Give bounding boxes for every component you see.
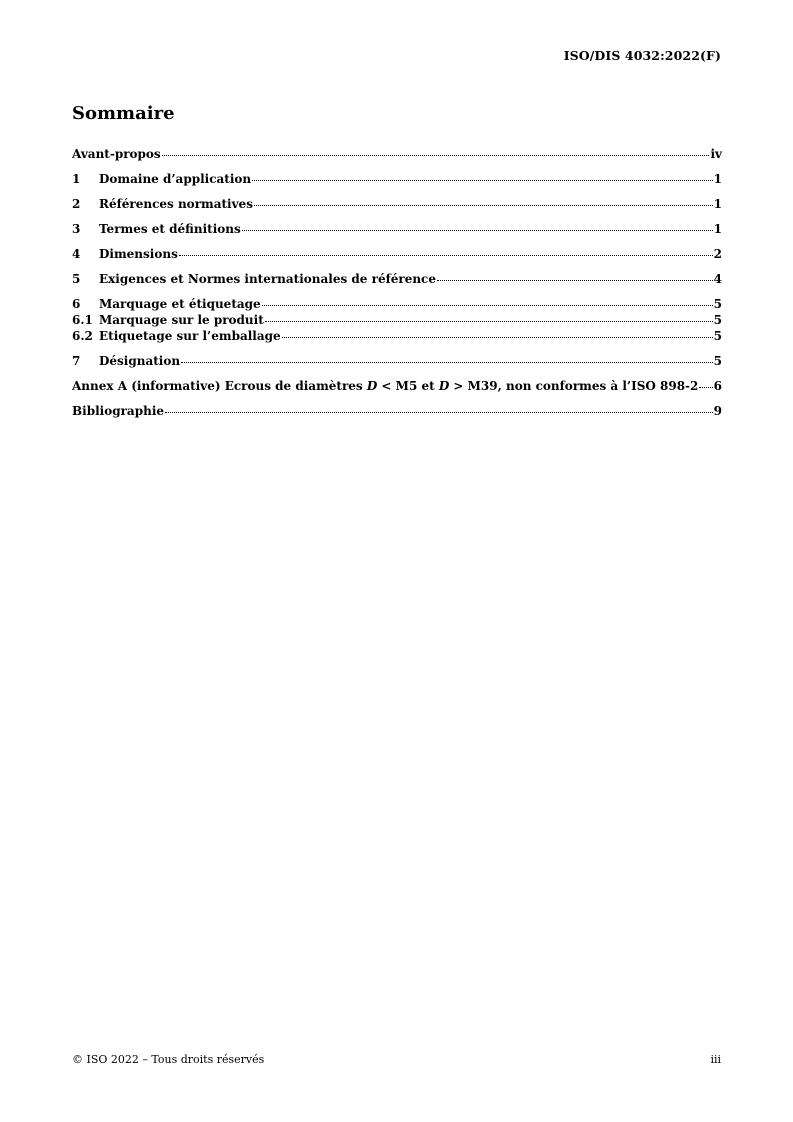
toc-leader-dots <box>252 178 713 181</box>
toc-entry-exigences[interactable] <box>72 271 722 287</box>
toc-entry-page: 1 <box>713 197 722 211</box>
toc-entry-bibliographie[interactable] <box>72 403 722 419</box>
toc-entry-page: 1 <box>713 172 722 186</box>
toc-entry-number: 7 <box>72 354 81 368</box>
toc-entry-designation[interactable] <box>72 353 722 369</box>
toc-leader-dots <box>437 278 713 281</box>
table-of-contents <box>72 146 722 419</box>
toc-entry-label: Désignation <box>99 354 181 368</box>
toc-entry-page: 6 <box>713 379 722 393</box>
toc-entry-label: Domaine d’application <box>99 172 252 186</box>
toc-entry-number: 6.1 <box>72 313 93 327</box>
toc-leader-dots <box>265 319 713 322</box>
toc-entry-etiquetage-emballage[interactable] <box>72 328 722 344</box>
toc-entry-page: 5 <box>713 297 722 311</box>
toc-entry-page: 9 <box>713 404 722 418</box>
toc-entry-page: 2 <box>713 247 722 261</box>
toc-entry-label: Marquage sur le produit <box>99 313 264 327</box>
toc-entry-number: 6 <box>72 297 81 311</box>
toc-entry-number: 2 <box>72 197 81 211</box>
toc-entry-page: iv <box>710 147 722 161</box>
toc-entry-label: Exigences et Normes internationales de référence <box>99 272 436 286</box>
toc-entry-number: 1 <box>72 172 81 186</box>
toc-entry-page: 5 <box>713 354 722 368</box>
toc-entry-number: 3 <box>72 222 81 236</box>
toc-leader-dots <box>179 253 713 256</box>
toc-entry-marquage-produit[interactable] <box>72 312 722 328</box>
toc-entry-page: 5 <box>713 313 722 327</box>
toc-entry-label: Dimensions <box>99 247 178 261</box>
toc-entry-page: 5 <box>713 329 722 343</box>
page-title: Sommaire <box>72 103 175 124</box>
toc-leader-dots <box>165 410 713 413</box>
toc-entry-number: 5 <box>72 272 81 286</box>
toc-entry-dimensions[interactable] <box>72 246 722 262</box>
toc-leader-dots <box>181 360 713 363</box>
toc-leader-dots <box>254 203 713 206</box>
footer-copyright: © ISO 2022 – Tous droits réservés <box>72 1053 265 1066</box>
toc-leader-dots <box>699 385 712 388</box>
toc-entry-label: Marquage et étiquetage <box>99 297 261 311</box>
toc-entry-label: Avant-propos <box>72 147 161 161</box>
toc-entry-label: Termes et définitions <box>99 222 241 236</box>
toc-leader-dots <box>262 303 713 306</box>
toc-entry-label: Bibliographie <box>72 404 165 418</box>
toc-entry-page: 1 <box>713 222 722 236</box>
toc-entry-domaine-application[interactable] <box>72 171 722 187</box>
toc-entry-marquage-etiquetage[interactable] <box>72 296 722 312</box>
toc-entry-label: Références normatives <box>99 197 253 211</box>
toc-leader-dots <box>282 335 713 338</box>
toc-entry-termes-definitions[interactable] <box>72 221 722 237</box>
footer-page-number: iii <box>710 1053 721 1066</box>
toc-entry-references-normatives[interactable] <box>72 196 722 212</box>
toc-entry-page: 4 <box>713 272 722 286</box>
toc-entry-number: 6.2 <box>72 329 93 343</box>
toc-entry-annex-a[interactable] <box>72 378 722 394</box>
toc-entry-label: Annex A (informative) Ecrous de diamètres D < M5 et D > M39, non conformes à l’ISO 898-2 <box>72 379 699 393</box>
toc-leader-dots <box>162 153 710 156</box>
toc-entry-avant-propos[interactable] <box>72 146 722 162</box>
toc-leader-dots <box>242 228 713 231</box>
toc-entry-number: 4 <box>72 247 81 261</box>
page-header-ref: ISO/DIS 4032:2022(F) <box>563 48 721 63</box>
toc-entry-label: Etiquetage sur l’emballage <box>99 329 281 343</box>
